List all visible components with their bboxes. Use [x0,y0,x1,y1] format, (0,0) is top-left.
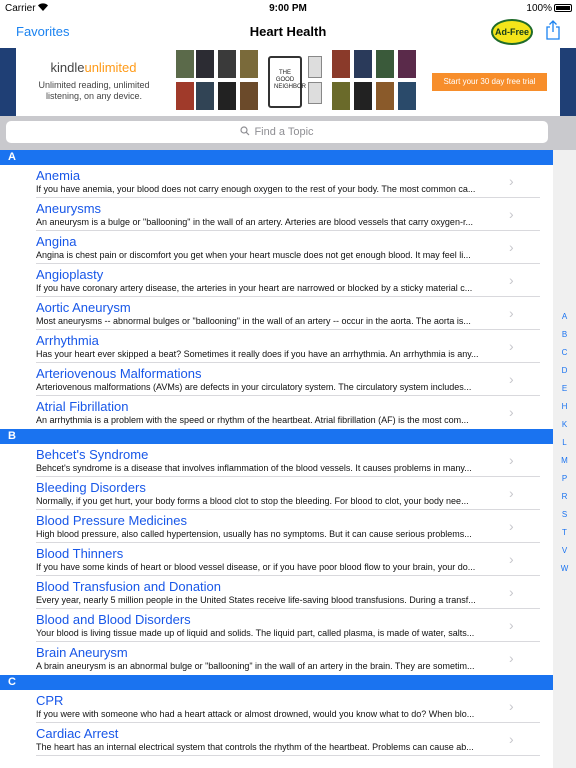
section-header-a: A [0,150,553,165]
search-icon [240,126,250,139]
battery-icon [554,4,572,12]
list-item[interactable] [0,198,553,231]
chevron-right-icon: › [509,239,514,255]
chevron-right-icon: › [509,731,514,747]
item-title: Brain Aneurysm [36,645,128,660]
item-title: Aortic Aneurysm [36,300,131,315]
list-item[interactable] [0,642,553,675]
list-item[interactable] [0,363,553,396]
section-index[interactable] [553,150,576,768]
search-placeholder: Find a Topic [254,126,314,138]
chevron-right-icon: › [509,452,514,468]
topic-list[interactable] [0,150,553,768]
item-description: Your blood is living tissue made up of liquid and solids. The liquid part, called plasma, is made of water, salts... [36,628,475,638]
carrier-label: Carrier [5,3,36,14]
section-header-b: B [0,429,553,444]
index-letter[interactable]: A [561,312,568,321]
item-title: Arteriovenous Malformations [36,366,202,381]
item-description: An aneurysm is a bulge or "ballooning" in the wall of an artery. Arteries are blood vessels that carry oxygen-r... [36,217,473,227]
ad-free-label: Ad-Free [494,27,529,37]
list-item[interactable] [0,396,553,429]
item-description: Arteriovenous malformations (AVMs) are defects in your circulatory system. The circulatory system includes... [36,382,472,392]
index-letter[interactable]: P [561,474,568,483]
item-title: Cardiac Arrest [36,726,119,741]
divider [36,755,540,756]
index-letter[interactable]: T [562,528,567,537]
navigation-bar [0,16,576,48]
list-item[interactable] [0,444,553,477]
index-letter[interactable]: K [561,420,568,429]
chevron-right-icon: › [509,584,514,600]
search-bar-container [0,116,576,150]
list-item[interactable] [0,297,553,330]
index-letter[interactable]: R [561,492,568,501]
chevron-right-icon: › [509,650,514,666]
battery-percent: 100% [526,3,552,14]
item-title: Blood Transfusion and Donation [36,579,222,594]
index-letter[interactable]: H [561,402,568,411]
ad-tablet-image [268,56,307,108]
item-title: Blood Pressure Medicines [36,513,188,528]
list-item[interactable] [0,165,553,198]
item-description: If you have some kinds of heart or blood vessel disease, or if you have poor blood flow to your brain, your do... [36,562,476,572]
item-title: Arrhythmia [36,333,99,348]
index-letter[interactable]: W [560,564,569,573]
list-item[interactable] [0,690,553,723]
list-item[interactable] [0,723,553,756]
item-description: Behcet's syndrome is a disease that involves inflammation of the blood vessels. It causes problems in many... [36,463,472,473]
ad-content[interactable] [16,48,560,116]
item-description: Every year, nearly 5 million people in the United States receive life-saving blood transfusions. During a transf... [36,595,476,605]
item-title: Blood Thinners [36,546,124,561]
list-item[interactable] [0,609,553,642]
item-title: Anemia [36,168,81,183]
chevron-right-icon: › [509,551,514,567]
index-letter[interactable]: D [561,366,568,375]
item-title: Angina [36,234,77,249]
list-item[interactable] [0,510,553,543]
list-item[interactable] [0,231,553,264]
ad-brand [16,60,171,75]
share-icon[interactable] [545,20,561,40]
index-letter[interactable]: B [561,330,568,339]
index-letter[interactable]: S [561,510,568,519]
status-time: 9:00 PM [269,3,307,14]
chevron-right-icon: › [509,272,514,288]
item-description: If you have coronary artery disease, the arteries in your heart are narrowed or blocked by a sticky material c... [36,283,473,293]
index-letter[interactable]: C [561,348,568,357]
list-item[interactable] [0,264,553,297]
section-c [0,675,553,756]
item-title: Atrial Fibrillation [36,399,129,414]
ad-book-covers [174,48,424,116]
item-title: Bleeding Disorders [36,480,146,495]
chevron-right-icon: › [509,338,514,354]
item-description: The heart has an internal electrical system that controls the rhythm of the heartbeat. Problems can cause ab... [36,742,474,752]
ad-free-button[interactable] [491,19,533,45]
item-title: Behcet's Syndrome [36,447,149,462]
index-letter[interactable]: E [561,384,568,393]
index-letter[interactable]: L [562,438,567,447]
index-letter[interactable]: M [561,456,568,465]
index-letter[interactable]: V [561,546,568,555]
item-description: Most aneurysms -- abnormal bulges or "ballooning" in the wall of an artery -- occur in the aorta. The aorta is... [36,316,471,326]
ad-brand-kindle: kindle [50,60,85,75]
chevron-right-icon: › [509,206,514,222]
page-title: Heart Health [249,24,327,39]
chevron-right-icon: › [509,371,514,387]
item-description: High blood pressure, also called hypertension, usually has no symptoms. But it can cause serious problems... [36,529,472,539]
list-item[interactable] [0,576,553,609]
section-b [0,429,553,675]
chevron-right-icon: › [509,617,514,633]
chevron-right-icon: › [509,404,514,420]
list-item[interactable] [0,477,553,510]
item-description: If you were with someone who had a heart attack or almost drowned, would you know what to do? When blo... [36,709,475,719]
favorites-button[interactable]: Favorites [16,24,70,39]
item-description: Normally, if you get hurt, your body forms a blood clot to stop the bleeding. For blood to clot, your body nee... [36,496,469,506]
item-title: Angioplasty [36,267,104,282]
item-description: Has your heart ever skipped a beat? Sometimes it really does if you have an arrhythmia. An arrhythmia is any... [36,349,479,359]
search-input[interactable] [6,121,548,143]
ad-brand-unlimited: unlimited [84,60,137,75]
chevron-right-icon: › [509,518,514,534]
chevron-right-icon: › [509,305,514,321]
chevron-right-icon: › [509,173,514,189]
item-title: CPR [36,693,64,708]
item-description: An arrhythmia is a problem with the speed or rhythm of the heartbeat. Atrial fibrillation (AF) is the most com... [36,415,469,425]
section-header-c: C [0,675,553,690]
section-a [0,150,553,429]
item-description: A brain aneurysm is an abnormal bulge or "ballooning" in the wall of an artery in the brain. They are sometim... [36,661,475,671]
item-title: Aneurysms [36,201,102,216]
ad-tagline: Unlimited reading, unlimited listening, on any device. [38,80,150,101]
list-item[interactable] [0,543,553,576]
item-description: If you have anemia, your blood does not carry enough oxygen to the rest of your body. The most common ca... [36,184,476,194]
chevron-right-icon: › [509,485,514,501]
item-title: Blood and Blood Disorders [36,612,191,627]
item-description: Angina is chest pain or discomfort you get when your heart muscle does not get enough blood. It may feel li... [36,250,471,260]
status-bar [0,0,576,16]
chevron-right-icon: › [509,698,514,714]
ad-tablet-text: THE GOOD NEIGHBOR [274,70,307,90]
list-item[interactable] [0,330,553,363]
ad-cta-button[interactable]: Start your 30 day free trial [432,73,547,91]
ad-banner [0,48,576,116]
